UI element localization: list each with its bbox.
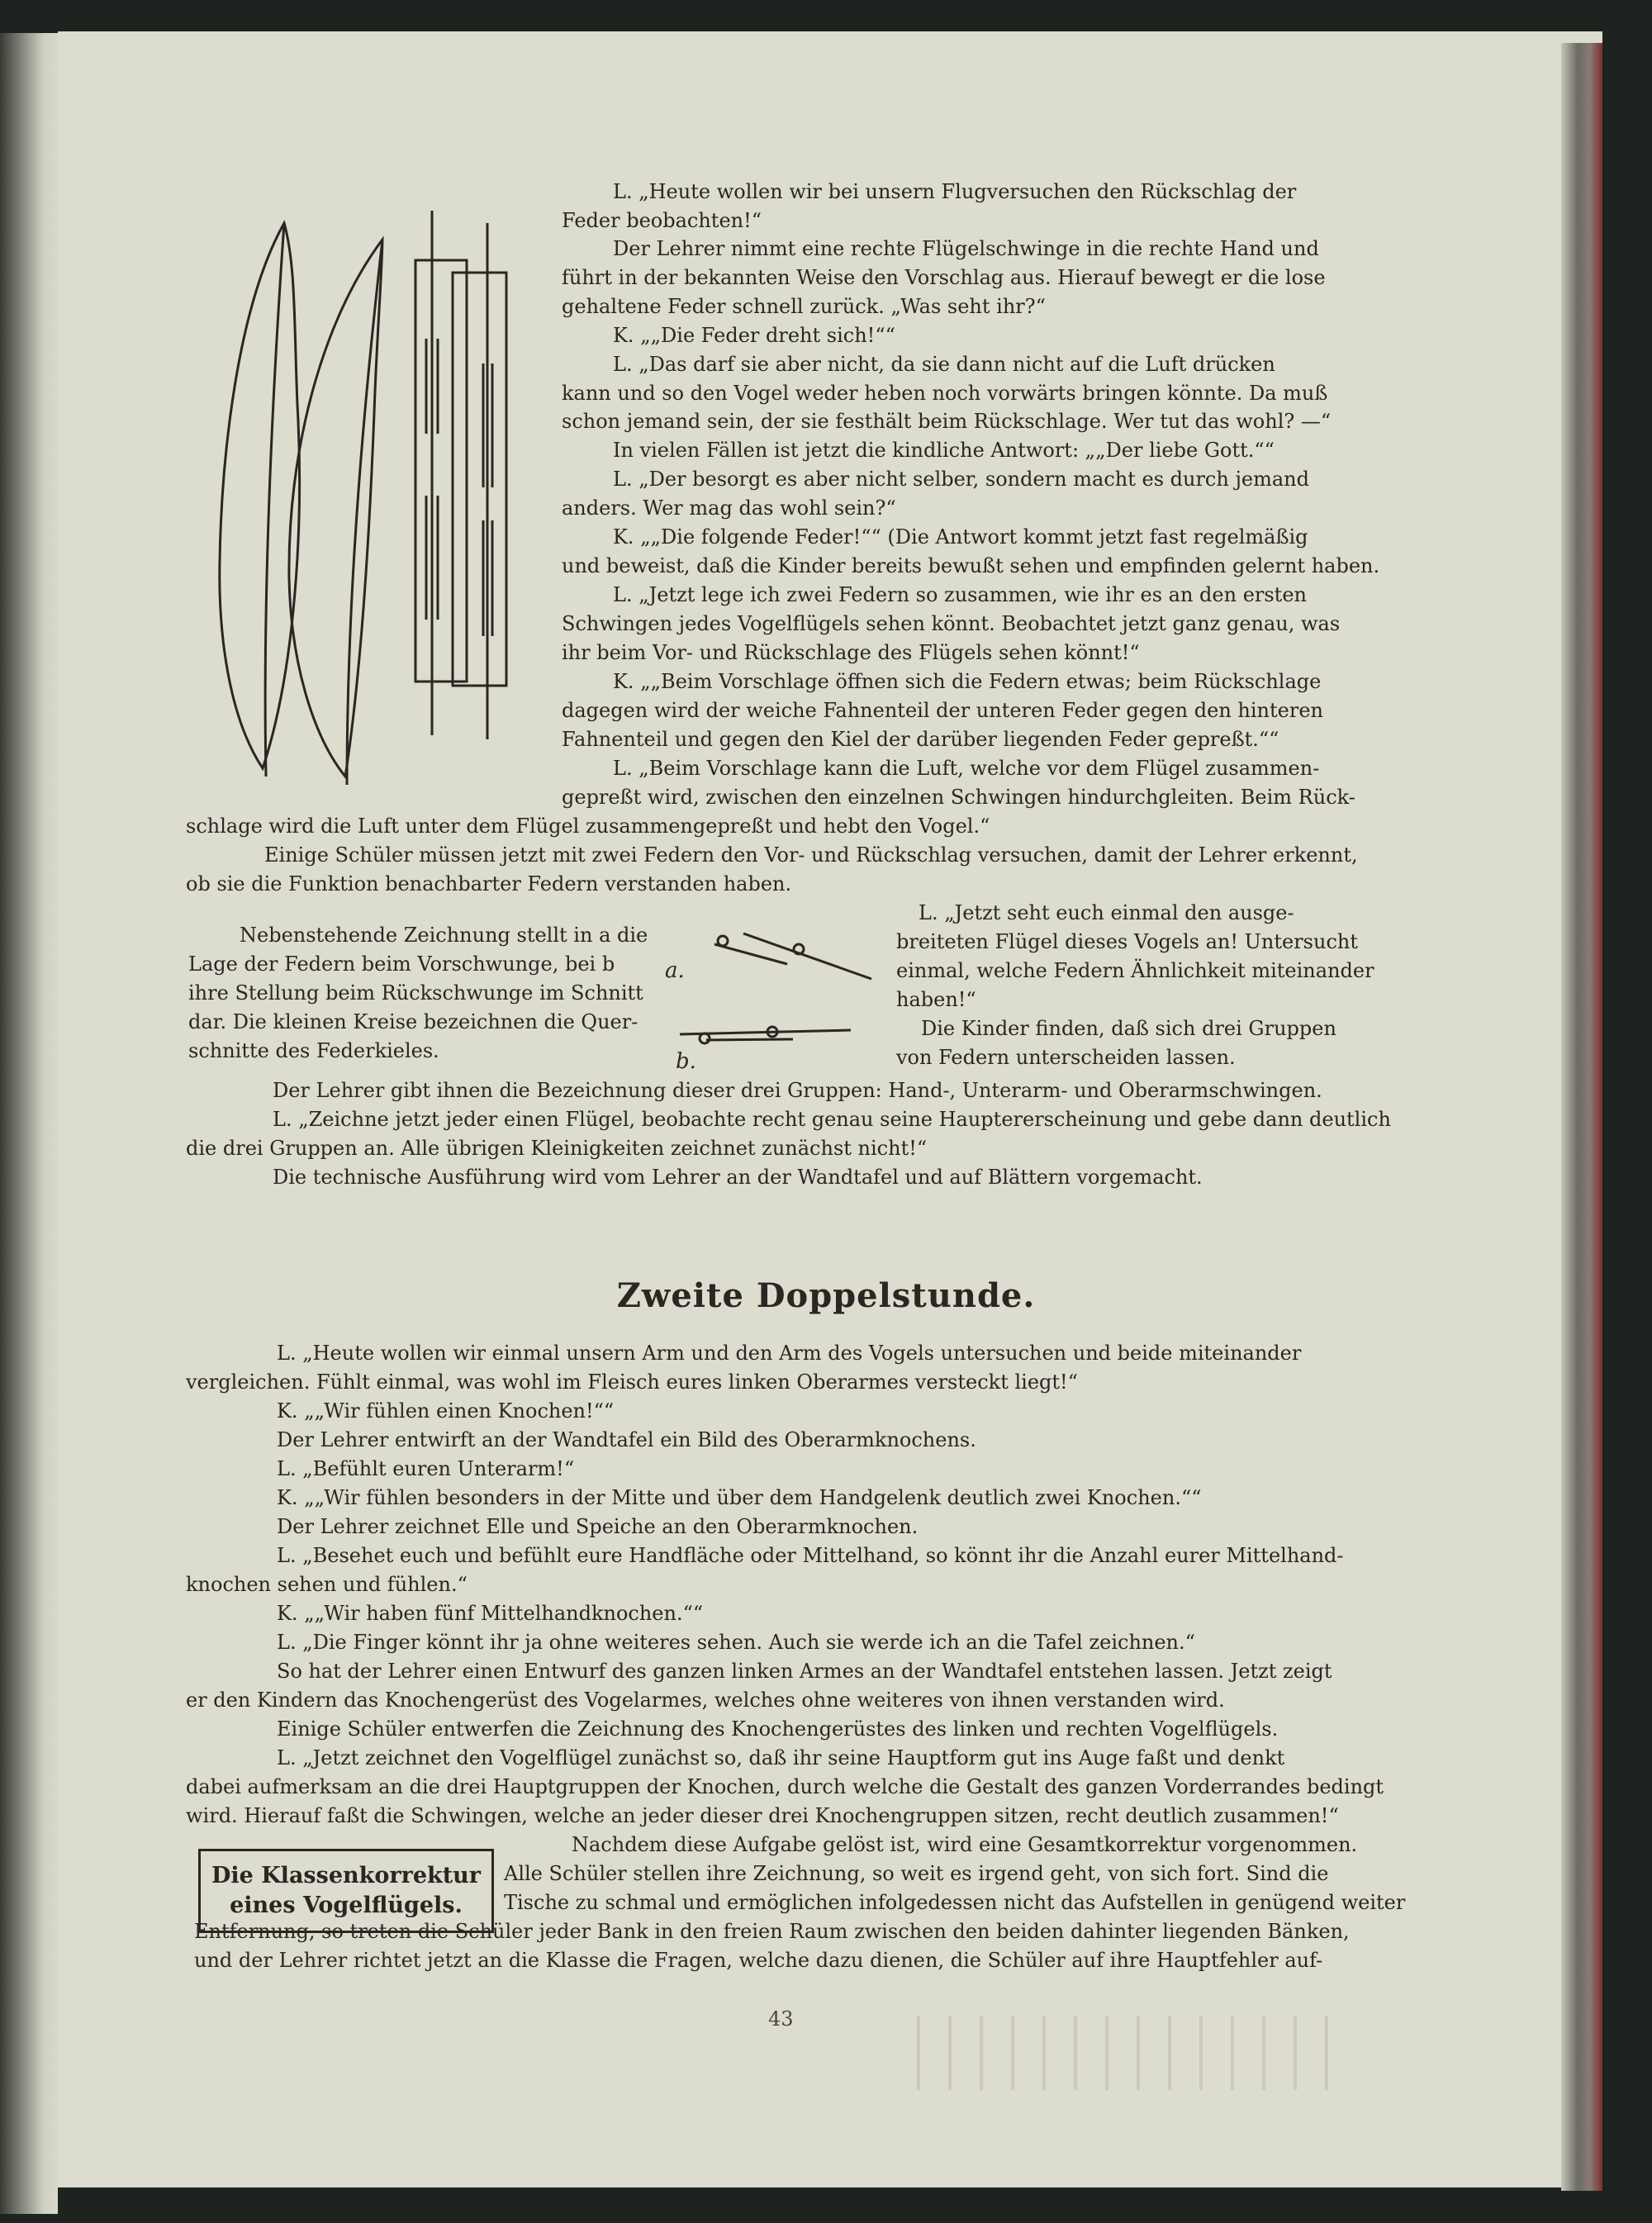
text-line: K. „„Beim Vorschlage öffnen sich die Federn etwas; beim Rückschlage <box>613 670 1322 693</box>
text-line: K. „„Die folgende Feder!““ (Die Antwort kommt jetzt fast regelmäßig <box>613 525 1308 549</box>
text-line: gehaltene Feder schnell zurück. „Was seht ihr?“ <box>562 295 1046 318</box>
text-line: L. „Befühlt euren Unterarm!“ <box>277 1457 575 1480</box>
text-line: ihre Stellung beim Rückschwunge im Schnitt <box>188 981 643 1005</box>
label-b: b. <box>676 1049 696 1074</box>
text-line: Der Lehrer entwirft an der Wandtafel ein Bild des Oberarmknochens. <box>277 1428 976 1451</box>
text-line: dar. Die kleinen Kreise bezeichnen die Quer- <box>188 1010 638 1033</box>
text-line: Feder beobachten!“ <box>562 209 762 232</box>
text-line: Die technische Ausführung wird vom Lehrer an der Wandtafel und auf Blättern vorgemacht. <box>273 1166 1203 1189</box>
book-gutter-left <box>0 33 58 2214</box>
text-line: Nachdem diese Aufgabe gelöst ist, wird eine Gesamtkorrektur vorgenommen. <box>572 1833 1358 1856</box>
text-line: ob sie die Funktion benachbarter Federn verstanden haben. <box>186 872 792 895</box>
text-line: wird. Hierauf faßt die Schwingen, welche an jeder dieser drei Knochengruppen sitzen, recht deutlich zusammen!“ <box>186 1804 1339 1827</box>
text-line: L. „Zeichne jetzt jeder einen Flügel, beobachte recht genau seine Hauptererscheinung und gebe dann deutlich <box>273 1108 1391 1131</box>
text-line: K. „„Wir haben fünf Mittelhandknochen.““ <box>277 1602 704 1625</box>
text-line: Einige Schüler müssen jetzt mit zwei Federn den Vor- und Rückschlag versuchen, damit der Lehrer erkennt, <box>264 843 1358 867</box>
text-line: einmal, welche Federn Ähnlichkeit miteinander <box>896 959 1374 982</box>
text-line: Einige Schüler entwerfen die Zeichnung des Knochengerüstes des linken und rechten Vogelflügels. <box>277 1717 1279 1741</box>
text-line: dagegen wird der weiche Fahnenteil der unteren Feder gegen den hinteren <box>562 699 1323 722</box>
text-line: Alle Schüler stellen ihre Zeichnung, so weit es irgend geht, von sich fort. Sind die <box>504 1862 1329 1885</box>
text-line: schnitte des Federkieles. <box>188 1039 439 1062</box>
text-line: er den Kindern das Knochengerüst des Vogelarmes, welches ohne weiteres von ihnen verstanden wird. <box>186 1689 1225 1712</box>
text-line: ihr beim Vor- und Rückschlage des Flügels sehen könnt!“ <box>562 641 1140 664</box>
text-line: L. „Das darf sie aber nicht, da sie dann nicht auf die Luft drücken <box>613 353 1275 376</box>
text-line: Lage der Federn beim Vorschwunge, bei b <box>188 952 615 976</box>
text-line: gepreßt wird, zwischen den einzelnen Schwingen hindurchgleiten. Beim Rück- <box>562 786 1355 809</box>
text-line: K. „„Die Feder dreht sich!““ <box>613 324 895 347</box>
text-line: So hat der Lehrer einen Entwurf des ganzen linken Armes an der Wandtafel entstehen lassen. Jetzt zeigt <box>277 1660 1332 1683</box>
text-line: von Federn unterscheiden lassen. <box>896 1046 1236 1069</box>
text-line: K. „„Wir fühlen einen Knochen!““ <box>277 1399 615 1423</box>
text-line: und beweist, daß die Kinder bereits bewußt sehen und empfinden gelernt haben. <box>562 554 1380 577</box>
sidenote-line-1: Die Klassenkorrektur <box>211 1862 482 1888</box>
show-through-marks <box>917 2016 1330 2090</box>
text-line: vergleichen. Fühlt einmal, was wohl im Fleisch eures linken Oberarmes versteckt liegt!“ <box>186 1370 1078 1394</box>
text-line: Schwingen jedes Vogelflügels sehen könnt. Beobachtet jetzt ganz genau, was <box>562 612 1341 635</box>
text-line: K. „„Wir fühlen besonders in der Mitte und über dem Handgelenk deutlich zwei Knochen.““ <box>277 1486 1202 1509</box>
text-line: kann und so den Vogel weder heben noch vorwärts bringen könnte. Da muß <box>562 382 1328 405</box>
text-line: Der Lehrer nimmt eine rechte Flügelschwinge in die rechte Hand und <box>613 237 1319 260</box>
feather-illustration <box>205 207 552 826</box>
page-number: 43 <box>768 2007 794 2031</box>
text-line: schlage wird die Luft unter dem Flügel zusammengepreßt und hebt den Vogel.“ <box>186 815 990 838</box>
text-line: Der Lehrer zeichnet Elle und Speiche an den Oberarmknochen. <box>277 1515 919 1538</box>
label-a: a. <box>665 958 685 983</box>
text-line: die drei Gruppen an. Alle übrigen Kleinigkeiten zeichnet zunächst nicht!“ <box>186 1137 928 1160</box>
cross-section-diagram <box>665 929 896 1074</box>
text-line: L. „Die Finger könnt ihr ja ohne weiteres sehen. Auch sie werde ich an die Tafel zeichnen.“ <box>277 1631 1195 1654</box>
text-line: L. „Besehet euch und befühlt eure Handfläche oder Mittelhand, so könnt ihr die Anzahl eurer Mittelhand- <box>277 1544 1344 1567</box>
text-line: breiteten Flügel dieses Vogels an! Untersucht <box>896 930 1358 953</box>
text-line: dabei aufmerksam an die drei Hauptgruppen der Knochen, durch welche die Gestalt des ganzen Vorderrandes bedingt <box>186 1775 1384 1798</box>
sidenote-box <box>198 1849 494 1933</box>
text-line: Nebenstehende Zeichnung stellt in a die <box>240 924 648 947</box>
text-line: L. „Jetzt seht euch einmal den ausge- <box>919 901 1294 924</box>
text-line: L. „Heute wollen wir bei unsern Flugversuchen den Rückschlag der <box>613 180 1297 203</box>
text-line: Entfernung, so treten die Schüler jeder Bank in den freien Raum zwischen den beiden dahinter liegenden Bänken, <box>194 1920 1350 1943</box>
text-line: L. „Jetzt zeichnet den Vogelflügel zunächst so, daß ihr seine Hauptform gut ins Auge faßt und denkt <box>277 1746 1285 1769</box>
text-line: L. „Heute wollen wir einmal unsern Arm und den Arm des Vogels untersuchen und beide miteinander <box>277 1342 1302 1365</box>
text-line: anders. Wer mag das wohl sein?“ <box>562 496 896 520</box>
text-line: L. „Der besorgt es aber nicht selber, sondern macht es durch jemand <box>613 468 1309 491</box>
sidenote-line-2: eines Vogelflügels. <box>230 1893 463 1918</box>
section-heading: Zweite Doppelstunde. <box>616 1276 1036 1315</box>
text-line: L. „Jetzt lege ich zwei Federn so zusammen, wie ihr es an den ersten <box>613 583 1307 606</box>
book-edge-right <box>1561 43 1602 2191</box>
text-line: Der Lehrer gibt ihnen die Bezeichnung dieser drei Gruppen: Hand-, Unterarm- und Oberarmschwingen. <box>273 1079 1322 1102</box>
text-line: L. „Beim Vorschlage kann die Luft, welche vor dem Flügel zusammen- <box>613 757 1320 780</box>
text-line: knochen sehen und fühlen.“ <box>186 1573 468 1596</box>
text-line: Fahnenteil und gegen den Kiel der darüber liegenden Feder gepreßt.““ <box>562 728 1279 751</box>
text-line: haben!“ <box>896 988 976 1011</box>
text-line: schon jemand sein, der sie festhält beim Rückschlage. Wer tut das wohl? —“ <box>562 410 1332 433</box>
text-line: In vielen Fällen ist jetzt die kindliche Antwort: „„Der liebe Gott.““ <box>613 439 1275 462</box>
text-line: führt in der bekannten Weise den Vorschlag aus. Hierauf bewegt er die lose <box>562 266 1326 289</box>
text-line: Tische zu schmal und ermöglichen infolgedessen nicht das Aufstellen in genügend weiter <box>504 1891 1406 1914</box>
text-line: Die Kinder finden, daß sich drei Gruppen <box>921 1017 1336 1040</box>
text-line: und der Lehrer richtet jetzt an die Klasse die Fragen, welche dazu dienen, die Schüler auf ihre Hauptfehler auf- <box>194 1949 1323 1972</box>
